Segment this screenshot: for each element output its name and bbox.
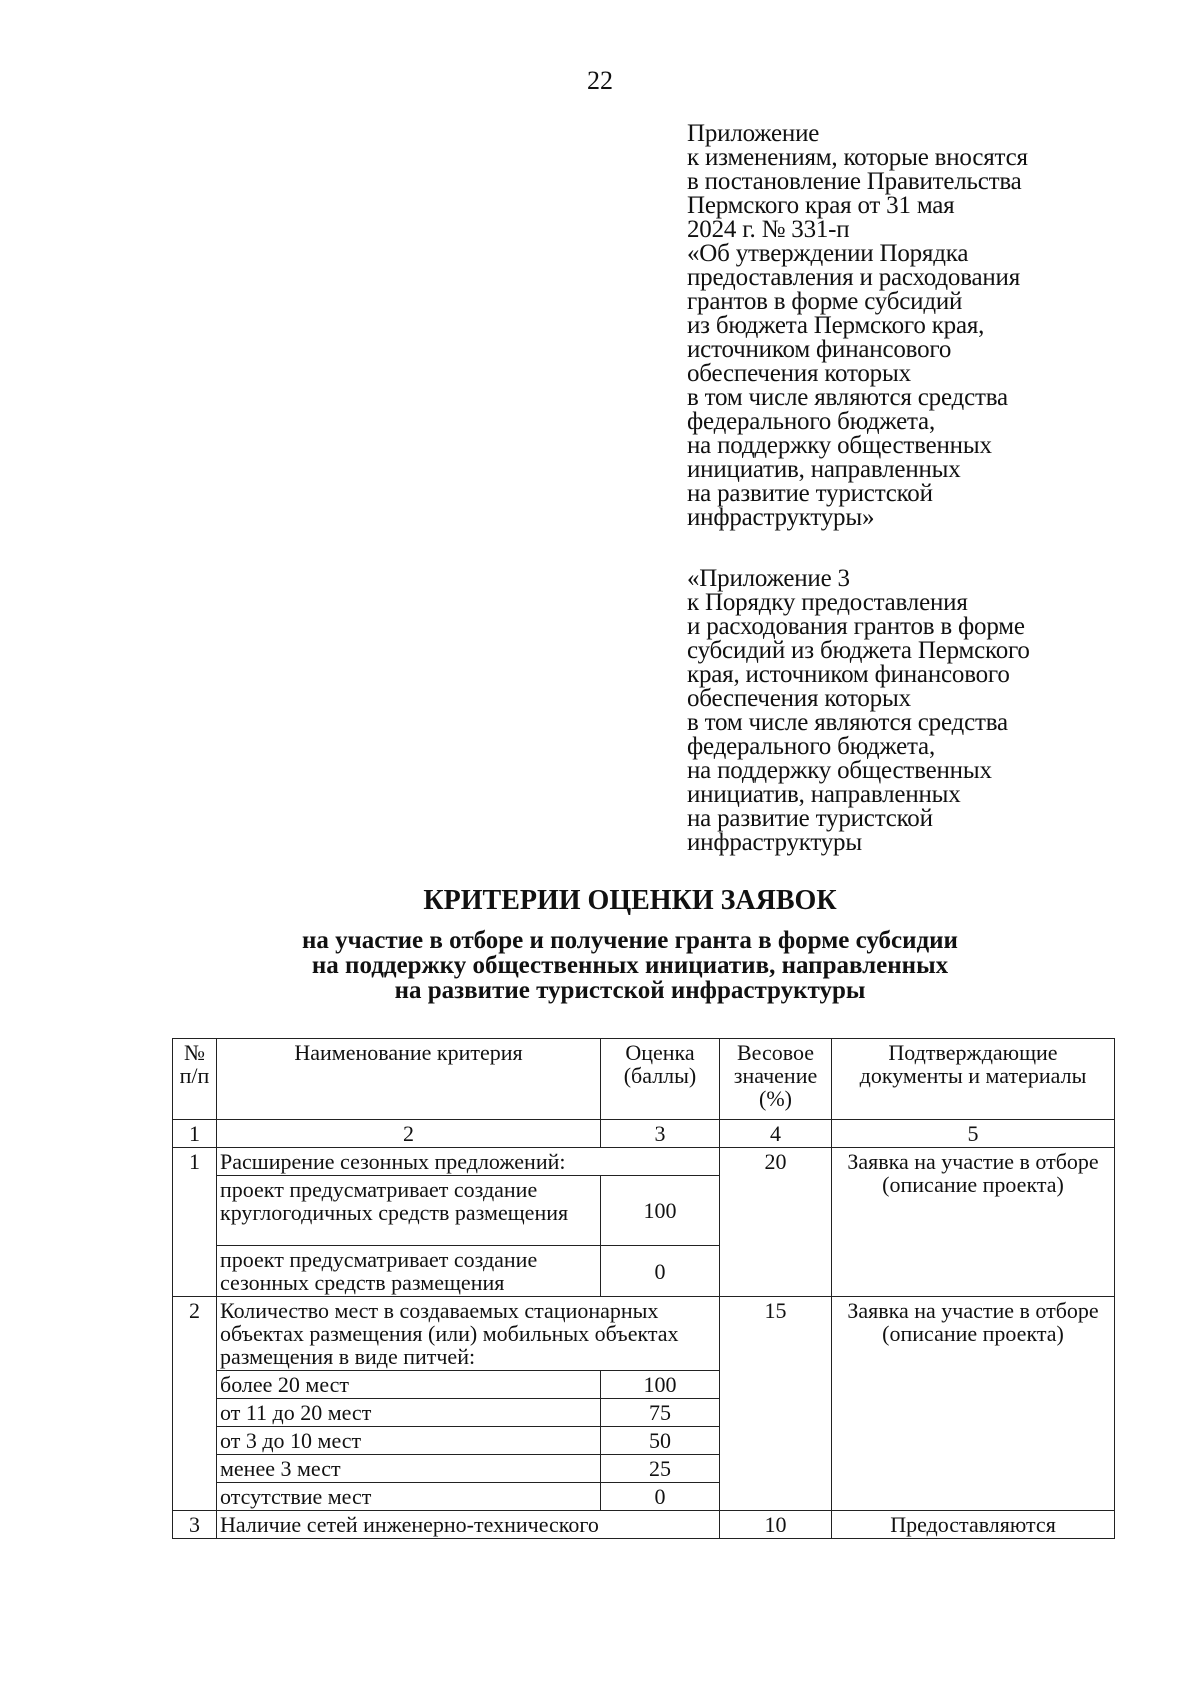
annex-line: Пермского края от 31 мая: [687, 192, 955, 219]
appendix-line: инфраструктуры: [687, 829, 862, 856]
column-number: 2: [217, 1120, 601, 1148]
annex-line: инициатив, направленных: [687, 456, 961, 483]
annex-line: предоставления и расходования: [687, 264, 1021, 291]
option-label: от 3 до 10 мест: [217, 1427, 601, 1455]
option-label: проект предусматривает создание круглогодичных средств размещения: [217, 1176, 601, 1246]
header-score: Оценка (баллы): [601, 1039, 720, 1120]
document-subtitle: [0, 928, 1200, 1003]
annex-line: в том числе являются средства: [687, 384, 1008, 411]
appendix-line: в том числе являются средства: [687, 709, 1008, 736]
annex-line: Приложение: [687, 120, 820, 147]
criterion-docs: Заявка на участие в отборе (описание проекта): [832, 1148, 1115, 1297]
table-row: [173, 1148, 1115, 1176]
table-row: [173, 1297, 1115, 1371]
option-score: 100: [601, 1176, 720, 1246]
column-number: 4: [720, 1120, 832, 1148]
option-score: 75: [601, 1399, 720, 1427]
header-weight: Весовое значение (%): [720, 1039, 832, 1120]
subtitle-line: на развитие туристской инфраструктуры: [394, 977, 866, 1004]
appendix-line: субсидий из бюджета Пермского: [687, 637, 1030, 664]
annex-line: 2024 г. № 331-п: [687, 216, 850, 243]
annex-line: федерального бюджета,: [687, 408, 935, 435]
subtitle-line: на участие в отборе и получение гранта в форме субсидии: [302, 927, 958, 954]
criterion-weight: 10: [720, 1511, 832, 1539]
table-header-row: [173, 1039, 1115, 1120]
annex-line: из бюджета Пермского края,: [687, 312, 985, 339]
document-title: КРИТЕРИИ ОЦЕНКИ ЗАЯВОК: [423, 885, 837, 916]
appendix-line: инициатив, направленных: [687, 781, 961, 808]
header-num: № п/п: [173, 1039, 217, 1120]
option-label: проект предусматривает создание сезонных средств размещения: [217, 1246, 601, 1297]
criterion-docs: Предоставляются: [832, 1511, 1115, 1539]
option-label: менее 3 мест: [217, 1455, 601, 1483]
subtitle-line: на поддержку общественных инициатив, направленных: [311, 952, 949, 979]
criterion-title: Расширение сезонных предложений:: [217, 1148, 720, 1176]
column-number: 3: [601, 1120, 720, 1148]
header-name: Наименование критерия: [217, 1039, 601, 1120]
appendix-line: на развитие туристской: [687, 805, 933, 832]
annex-line: к изменениям, которые вносятся: [687, 144, 1028, 171]
criterion-title: Наличие сетей инженерно-технического: [217, 1511, 720, 1539]
annex-line: источником финансового: [687, 336, 952, 363]
criterion-docs: Заявка на участие в отборе (описание проекта): [832, 1297, 1115, 1511]
annex-line: обеспечения которых: [687, 360, 911, 387]
option-label: от 11 до 20 мест: [217, 1399, 601, 1427]
option-score: 50: [601, 1427, 720, 1455]
annex-line: грантов в форме субсидий: [687, 288, 963, 315]
appendix-line: к Порядку предоставления: [687, 589, 968, 616]
annex-line: «Об утверждении Порядка: [687, 240, 969, 267]
criterion-weight: 15: [720, 1297, 832, 1511]
appendix-line: «Приложение 3: [687, 565, 850, 592]
option-score: 0: [601, 1246, 720, 1297]
annex-line: в постановление Правительства: [687, 168, 1022, 195]
column-number-row: [173, 1120, 1115, 1148]
criterion-title: Количество мест в создаваемых стационарных объектах размещения (или) мобильных объектах размещения в виде питчей:: [217, 1297, 720, 1371]
option-score: 100: [601, 1371, 720, 1399]
annex-line: на развитие туристской: [687, 480, 933, 507]
column-number: 5: [832, 1120, 1115, 1148]
option-score: 0: [601, 1483, 720, 1511]
option-label: более 20 мест: [217, 1371, 601, 1399]
appendix-line: обеспечения которых: [687, 685, 911, 712]
option-label: отсутствие мест: [217, 1483, 601, 1511]
column-number: 1: [173, 1120, 217, 1148]
table-row: [173, 1511, 1115, 1539]
annex-line: на поддержку общественных: [687, 432, 992, 459]
criterion-weight: 20: [720, 1148, 832, 1297]
appendix-line: края, источником финансового: [687, 661, 1010, 688]
annex-reference-block: [687, 122, 1107, 530]
appendix-line: и расходования грантов в форме: [687, 613, 1025, 640]
criterion-number: 1: [173, 1148, 217, 1297]
option-score: 25: [601, 1455, 720, 1483]
annex-line: инфраструктуры»: [687, 504, 875, 531]
appendix-reference-block: [687, 567, 1107, 855]
appendix-line: федерального бюджета,: [687, 733, 935, 760]
criterion-number: 2: [173, 1297, 217, 1511]
header-docs: Подтверждающие документы и материалы: [832, 1039, 1115, 1120]
criterion-number: 3: [173, 1511, 217, 1539]
page-number: 22: [587, 66, 613, 95]
appendix-line: на поддержку общественных: [687, 757, 992, 784]
criteria-table: [172, 1038, 1115, 1539]
